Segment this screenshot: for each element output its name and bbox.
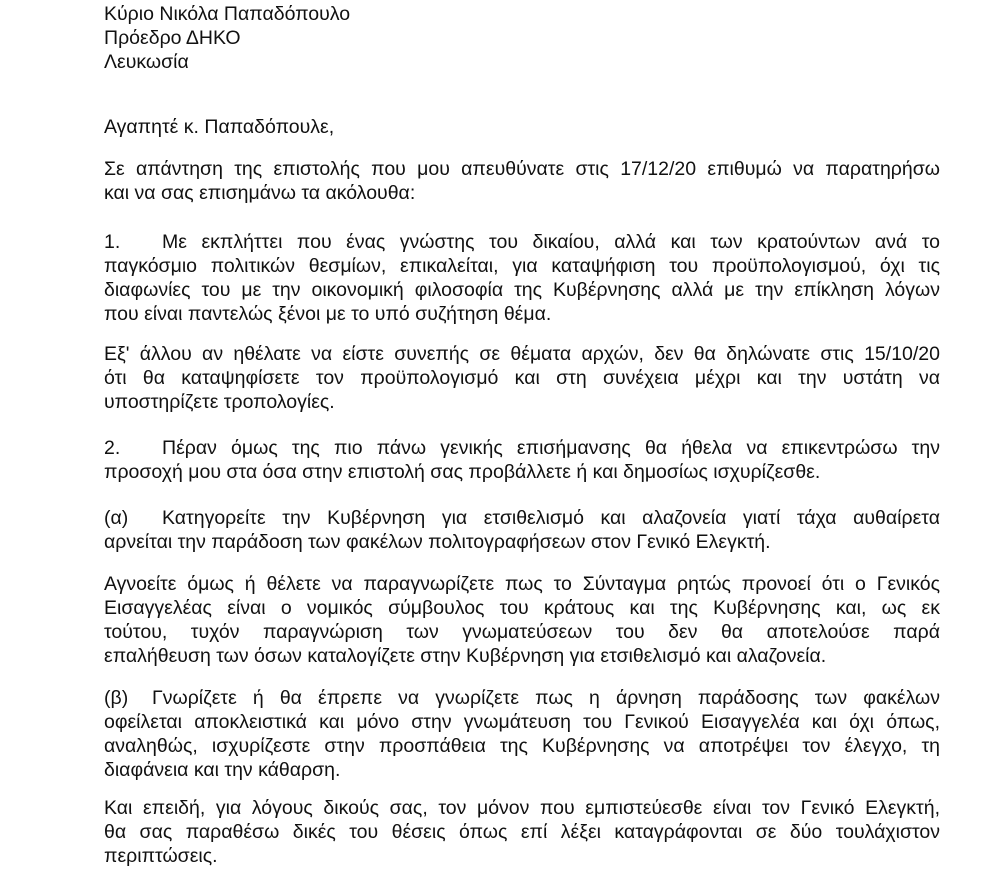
paragraph-line: Και επειδή, για λόγους δικούς σας, τον μόνον που εμπιστεύεσθε είναι τον Γενικό Ελεγκτή, [104,797,940,819]
paragraph-line: επαλήθευση των όσων καταλογίζετε στην Κυβέρνηση για ετσιθελισμό και αλαζονεία. [104,645,827,667]
paragraph-b-first-line [104,686,940,710]
paragraph-number: 2. [104,437,121,459]
paragraph-line: παγκόσμιο πολιτικών θεσμίων, επικαλείται, για καταψήφιση του προϋπολογισμού, όχι τις [104,255,940,277]
paragraph-line: προσοχή μου στα όσα στην επιστολή σας προβάλλετε ή και δημοσίως ισχυρίζεσθε. [104,461,821,483]
paragraph-line: Κατηγορείτε την Κυβέρνηση για ετσιθελισμό και αλαζονεία γιατί τάχα αυθαίρετα [162,507,940,529]
paragraph-line: θα σας παραθέσω δικές του θέσεις όπως επί λέξει καταγράφονται σε δύο τουλάχιστον [104,821,940,843]
paragraph-1-first-line [104,230,940,254]
paragraph-line: περιπτώσεις. [104,845,218,867]
paragraph-line: Γνωρίζετε ή θα έπρεπε να γνωρίζετε πως η άρνηση παράδοσης των φακέλων [152,687,940,709]
recipient-city: Λευκωσία [104,51,189,73]
paragraph-line: διαφάνεια και την κάθαρση. [104,759,341,781]
paragraph-line: οφείλεται αποκλειστικά και μόνο στην γνωμάτευση του Γενικού Εισαγγελέα και όχι όπως, [104,711,940,733]
paragraph-line: που είναι παντελώς ξένοι με το υπό συζήτηση θέμα. [104,303,552,325]
intro-line: και να σας επισημάνω τα ακόλουθα: [104,182,416,204]
paragraph-a [104,506,940,554]
paragraph-2-first-line [104,436,940,460]
paragraph-line: αναληθώς, ισχυρίζεστε στην προσπάθεια της Κυβέρνησης να αποτρέψει τον έλεγχο, τη [104,735,940,757]
recipient-address [104,2,350,74]
paragraph-c [104,796,940,868]
paragraph-line: Εισαγγελέας είναι ο νομικός σύμβουλος του κράτους και της Κυβέρνησης και, ως εκ [104,597,940,619]
paragraph-a2 [104,572,940,668]
paragraph-label: (α) [104,507,129,529]
recipient-name: Κύριο Νικόλα Παπαδόπουλο [104,3,351,25]
paragraph-line: Εξ' άλλου αν ηθέλατε να είστε συνεπής σε θέματα αρχών, δεν θα δηλώνατε στις 15/10/20 [104,343,940,365]
paragraph-a-first-line [104,506,940,530]
recipient-title: Πρόεδρο ΔΗΚΟ [104,27,241,49]
paragraph-line: αρνείται την παράδοση των φακέλων πολιτογραφήσεων στον Γενικό Ελεγκτή. [104,531,771,553]
intro-paragraph [104,157,940,205]
paragraph-2 [104,436,940,484]
paragraph-label: (β) [104,687,129,709]
paragraph-line: ότι θα καταψηφίσετε τον προϋπολογισμό και στη συνέχεια μέχρι και την υστάτη να [104,367,940,389]
paragraph-b [104,686,940,782]
intro-line: Σε απάντηση της επιστολής που μου απευθύνατε στις 17/12/20 επιθυμώ να παρατηρήσω [104,158,940,180]
paragraph-1b [104,342,940,414]
paragraph-line: Αγνοείτε όμως ή θέλετε να παραγνωρίζετε πως το Σύνταγμα ρητώς προνοεί ότι ο Γενικός [104,573,940,595]
paragraph-line: υποστηρίζετε τροπολογίες. [104,391,335,413]
paragraph-1 [104,230,940,326]
paragraph-line: Πέραν όμως της πιο πάνω γενικής επισήμανσης θα ήθελα να επικεντρώσω την [162,437,940,459]
paragraph-line: τούτου, τυχόν παραγνώριση των γνωματεύσεων του δεν θα αποτελούσε παρά [104,621,940,643]
salutation: Αγαπητέ κ. Παπαδόπουλε, [104,116,335,138]
paragraph-number: 1. [104,231,121,253]
paragraph-line: Με εκπλήττει που ένας γνώστης του δικαίου, αλλά και των κρατούντων ανά το [162,231,940,253]
paragraph-line: διαφωνίες του με την οικονομική φιλοσοφία της Κυβέρνησης αλλά με την επίκληση λόγων [104,279,940,301]
